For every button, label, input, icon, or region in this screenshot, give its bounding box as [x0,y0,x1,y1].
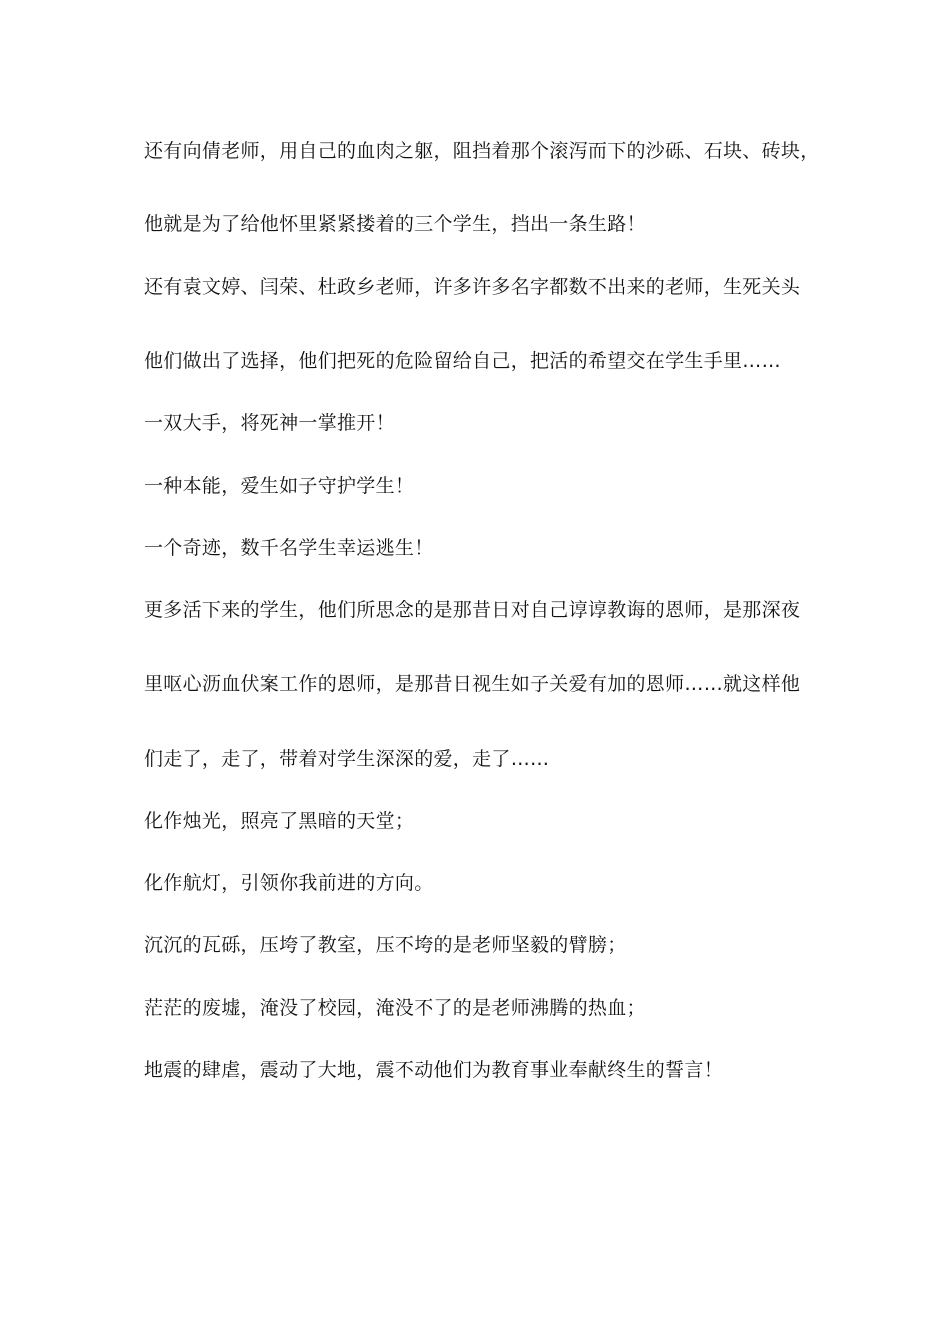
text-line-13: 沉沉的瓦砾，压垮了教室，压不垮的是老师坚毅的臂膀； [144,934,627,956]
text-line-5: 一双大手，将死神一掌推开！ [144,412,395,434]
text-line-15: 地震的肆虐，震动了大地，震不动他们为教育事业奉献终生的誓言！ [144,1059,724,1081]
text-line-11: 化作烛光，照亮了黑暗的天堂； [144,810,415,832]
text-line-4: 他们做出了选择，他们把死的危险留给自己，把活的希望交在学生手里…… [144,350,781,372]
text-line-14: 茫茫的废墟，淹没了校园，淹没不了的是老师沸腾的热血； [144,997,646,1019]
text-line-8: 更多活下来的学生，他们所思念的是那昔日对自己谆谆教诲的恩师，是那深夜 [144,599,801,621]
text-line-6: 一种本能，爱生如子守护学生！ [144,475,415,497]
text-line-2: 他就是为了给他怀里紧紧搂着的三个学生，挡出一条生路！ [144,213,646,235]
text-line-9: 里呕心沥血伏案工作的恩师，是那昔日视生如子关爱有加的恩师……就这样他 [144,673,801,695]
text-line-12: 化作航灯，引领你我前进的方向。 [144,872,434,894]
text-line-7: 一个奇迹，数千名学生幸运逃生！ [144,537,434,559]
text-line-1: 还有向倩老师，用自己的血肉之躯，阻挡着那个滚泻而下的沙砾、石块、砖块， [144,140,820,162]
text-line-10: 们走了，走了，带着对学生深深的爱，走了…… [144,748,550,770]
text-line-3: 还有袁文婷、闫荣、杜政乡老师，许多许多名字都数不出来的老师，生死关头 [144,276,801,298]
